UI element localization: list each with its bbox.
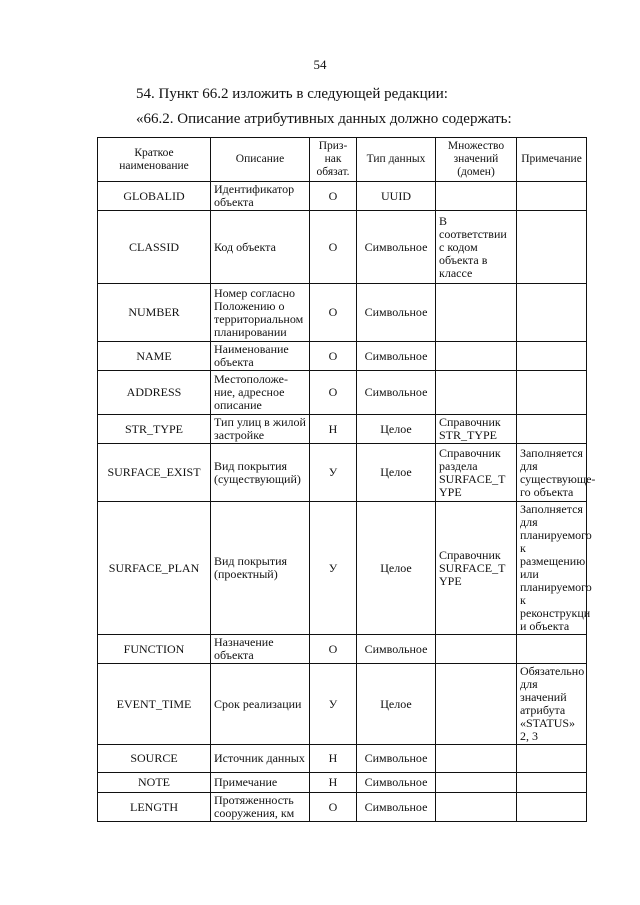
header-note: Примечание	[517, 138, 587, 182]
table-row	[98, 745, 587, 773]
cell-name: NOTE	[98, 773, 211, 793]
page-number: 54	[313, 57, 327, 72]
cell-name: EVENT_TIME	[98, 664, 211, 745]
cell-domain: Справочник STR_TYPE	[436, 415, 517, 444]
cell-description: Протяженность сооружения, км	[211, 793, 310, 822]
cell-note	[517, 793, 587, 822]
cell-required: О	[310, 793, 357, 822]
cell-name: SURFACE_PLAN	[98, 502, 211, 635]
cell-domain: Справочник раздела SURFACE_T YPE	[436, 444, 517, 502]
cell-name: SOURCE	[98, 745, 211, 773]
cell-type: Символьное	[357, 284, 436, 342]
cell-type: Символьное	[357, 793, 436, 822]
cell-required: О	[310, 211, 357, 284]
cell-required: О	[310, 182, 357, 211]
table-row	[98, 773, 587, 793]
table-row	[98, 793, 587, 822]
cell-type: Символьное	[357, 745, 436, 773]
cell-description: Наименование объекта	[211, 342, 310, 371]
cell-description: Примечание	[211, 773, 310, 793]
header-domain: Множество значений (домен)	[436, 138, 517, 182]
table-row	[98, 664, 587, 745]
table-row	[98, 415, 587, 444]
cell-note	[517, 773, 587, 793]
table-row	[98, 502, 587, 635]
cell-note	[517, 211, 587, 284]
cell-name: CLASSID	[98, 211, 211, 284]
cell-domain: Справочник SURFACE_T YPE	[436, 502, 517, 635]
cell-type: Целое	[357, 415, 436, 444]
cell-domain	[436, 773, 517, 793]
cell-note: Заполняется для существующе-го объекта	[517, 444, 587, 502]
cell-note: Заполняется для планируемого к размещению или планируемого к реконструкци и объекта	[517, 502, 587, 635]
cell-required: Н	[310, 745, 357, 773]
cell-description: Вид покрытия (существующий)	[211, 444, 310, 502]
cell-description: Идентификатор объекта	[211, 182, 310, 211]
cell-domain	[436, 182, 517, 211]
cell-type: UUID	[357, 182, 436, 211]
cell-domain	[436, 664, 517, 745]
cell-name: STR_TYPE	[98, 415, 211, 444]
cell-name: SURFACE_EXIST	[98, 444, 211, 502]
cell-domain	[436, 745, 517, 773]
cell-required: Н	[310, 415, 357, 444]
table-row	[98, 444, 587, 502]
table-row	[98, 211, 587, 284]
cell-note: Обязательно для значений атрибута «STATUS» 2, 3	[517, 664, 587, 745]
cell-description: Срок реализации	[211, 664, 310, 745]
cell-name: ADDRESS	[98, 371, 211, 415]
cell-required: О	[310, 284, 357, 342]
cell-domain	[436, 342, 517, 371]
cell-description: Местоположе-ние, адресное описание	[211, 371, 310, 415]
paragraph-attribute-description: «66.2. Описание атрибутивных данных должно содержать:	[136, 111, 512, 127]
cell-name: NAME	[98, 342, 211, 371]
cell-type: Символьное	[357, 371, 436, 415]
cell-description: Назначение объекта	[211, 635, 310, 664]
cell-description: Вид покрытия (проектный)	[211, 502, 310, 635]
attribute-table	[97, 137, 596, 822]
cell-required: У	[310, 444, 357, 502]
cell-domain	[436, 371, 517, 415]
cell-type: Целое	[357, 664, 436, 745]
table-header-row	[98, 138, 587, 182]
cell-description: Тип улиц в жилой застройке	[211, 415, 310, 444]
cell-type: Символьное	[357, 773, 436, 793]
paragraph-amendment: 54. Пункт 66.2 изложить в следующей редакции:	[136, 86, 448, 102]
cell-required: Н	[310, 773, 357, 793]
header-required: Приз-нак обязат.	[310, 138, 357, 182]
table-row	[98, 371, 587, 415]
cell-domain	[436, 284, 517, 342]
cell-note	[517, 342, 587, 371]
cell-name: FUNCTION	[98, 635, 211, 664]
cell-description: Номер согласно Положению о территориальном планировании	[211, 284, 310, 342]
cell-type: Целое	[357, 444, 436, 502]
header-name: Краткое наименование	[98, 138, 211, 182]
cell-name: NUMBER	[98, 284, 211, 342]
header-description: Описание	[211, 138, 310, 182]
cell-type: Символьное	[357, 342, 436, 371]
cell-name: LENGTH	[98, 793, 211, 822]
table-row	[98, 182, 587, 211]
cell-required: О	[310, 342, 357, 371]
cell-description: Источник данных	[211, 745, 310, 773]
cell-required: У	[310, 502, 357, 635]
cell-required: У	[310, 664, 357, 745]
table-row	[98, 635, 587, 664]
cell-name: GLOBALID	[98, 182, 211, 211]
cell-note	[517, 635, 587, 664]
cell-note	[517, 182, 587, 211]
cell-description: Код объекта	[211, 211, 310, 284]
cell-type: Символьное	[357, 635, 436, 664]
cell-domain	[436, 793, 517, 822]
table-row	[98, 284, 587, 342]
cell-note	[517, 284, 587, 342]
cell-note	[517, 371, 587, 415]
cell-domain: В соответствии с кодом объекта в классе	[436, 211, 517, 284]
cell-domain	[436, 635, 517, 664]
cell-type: Целое	[357, 502, 436, 635]
cell-required: О	[310, 371, 357, 415]
cell-type: Символьное	[357, 211, 436, 284]
cell-required: О	[310, 635, 357, 664]
cell-note	[517, 415, 587, 444]
table-row	[98, 342, 587, 371]
header-type: Тип данных	[357, 138, 436, 182]
cell-note	[517, 745, 587, 773]
